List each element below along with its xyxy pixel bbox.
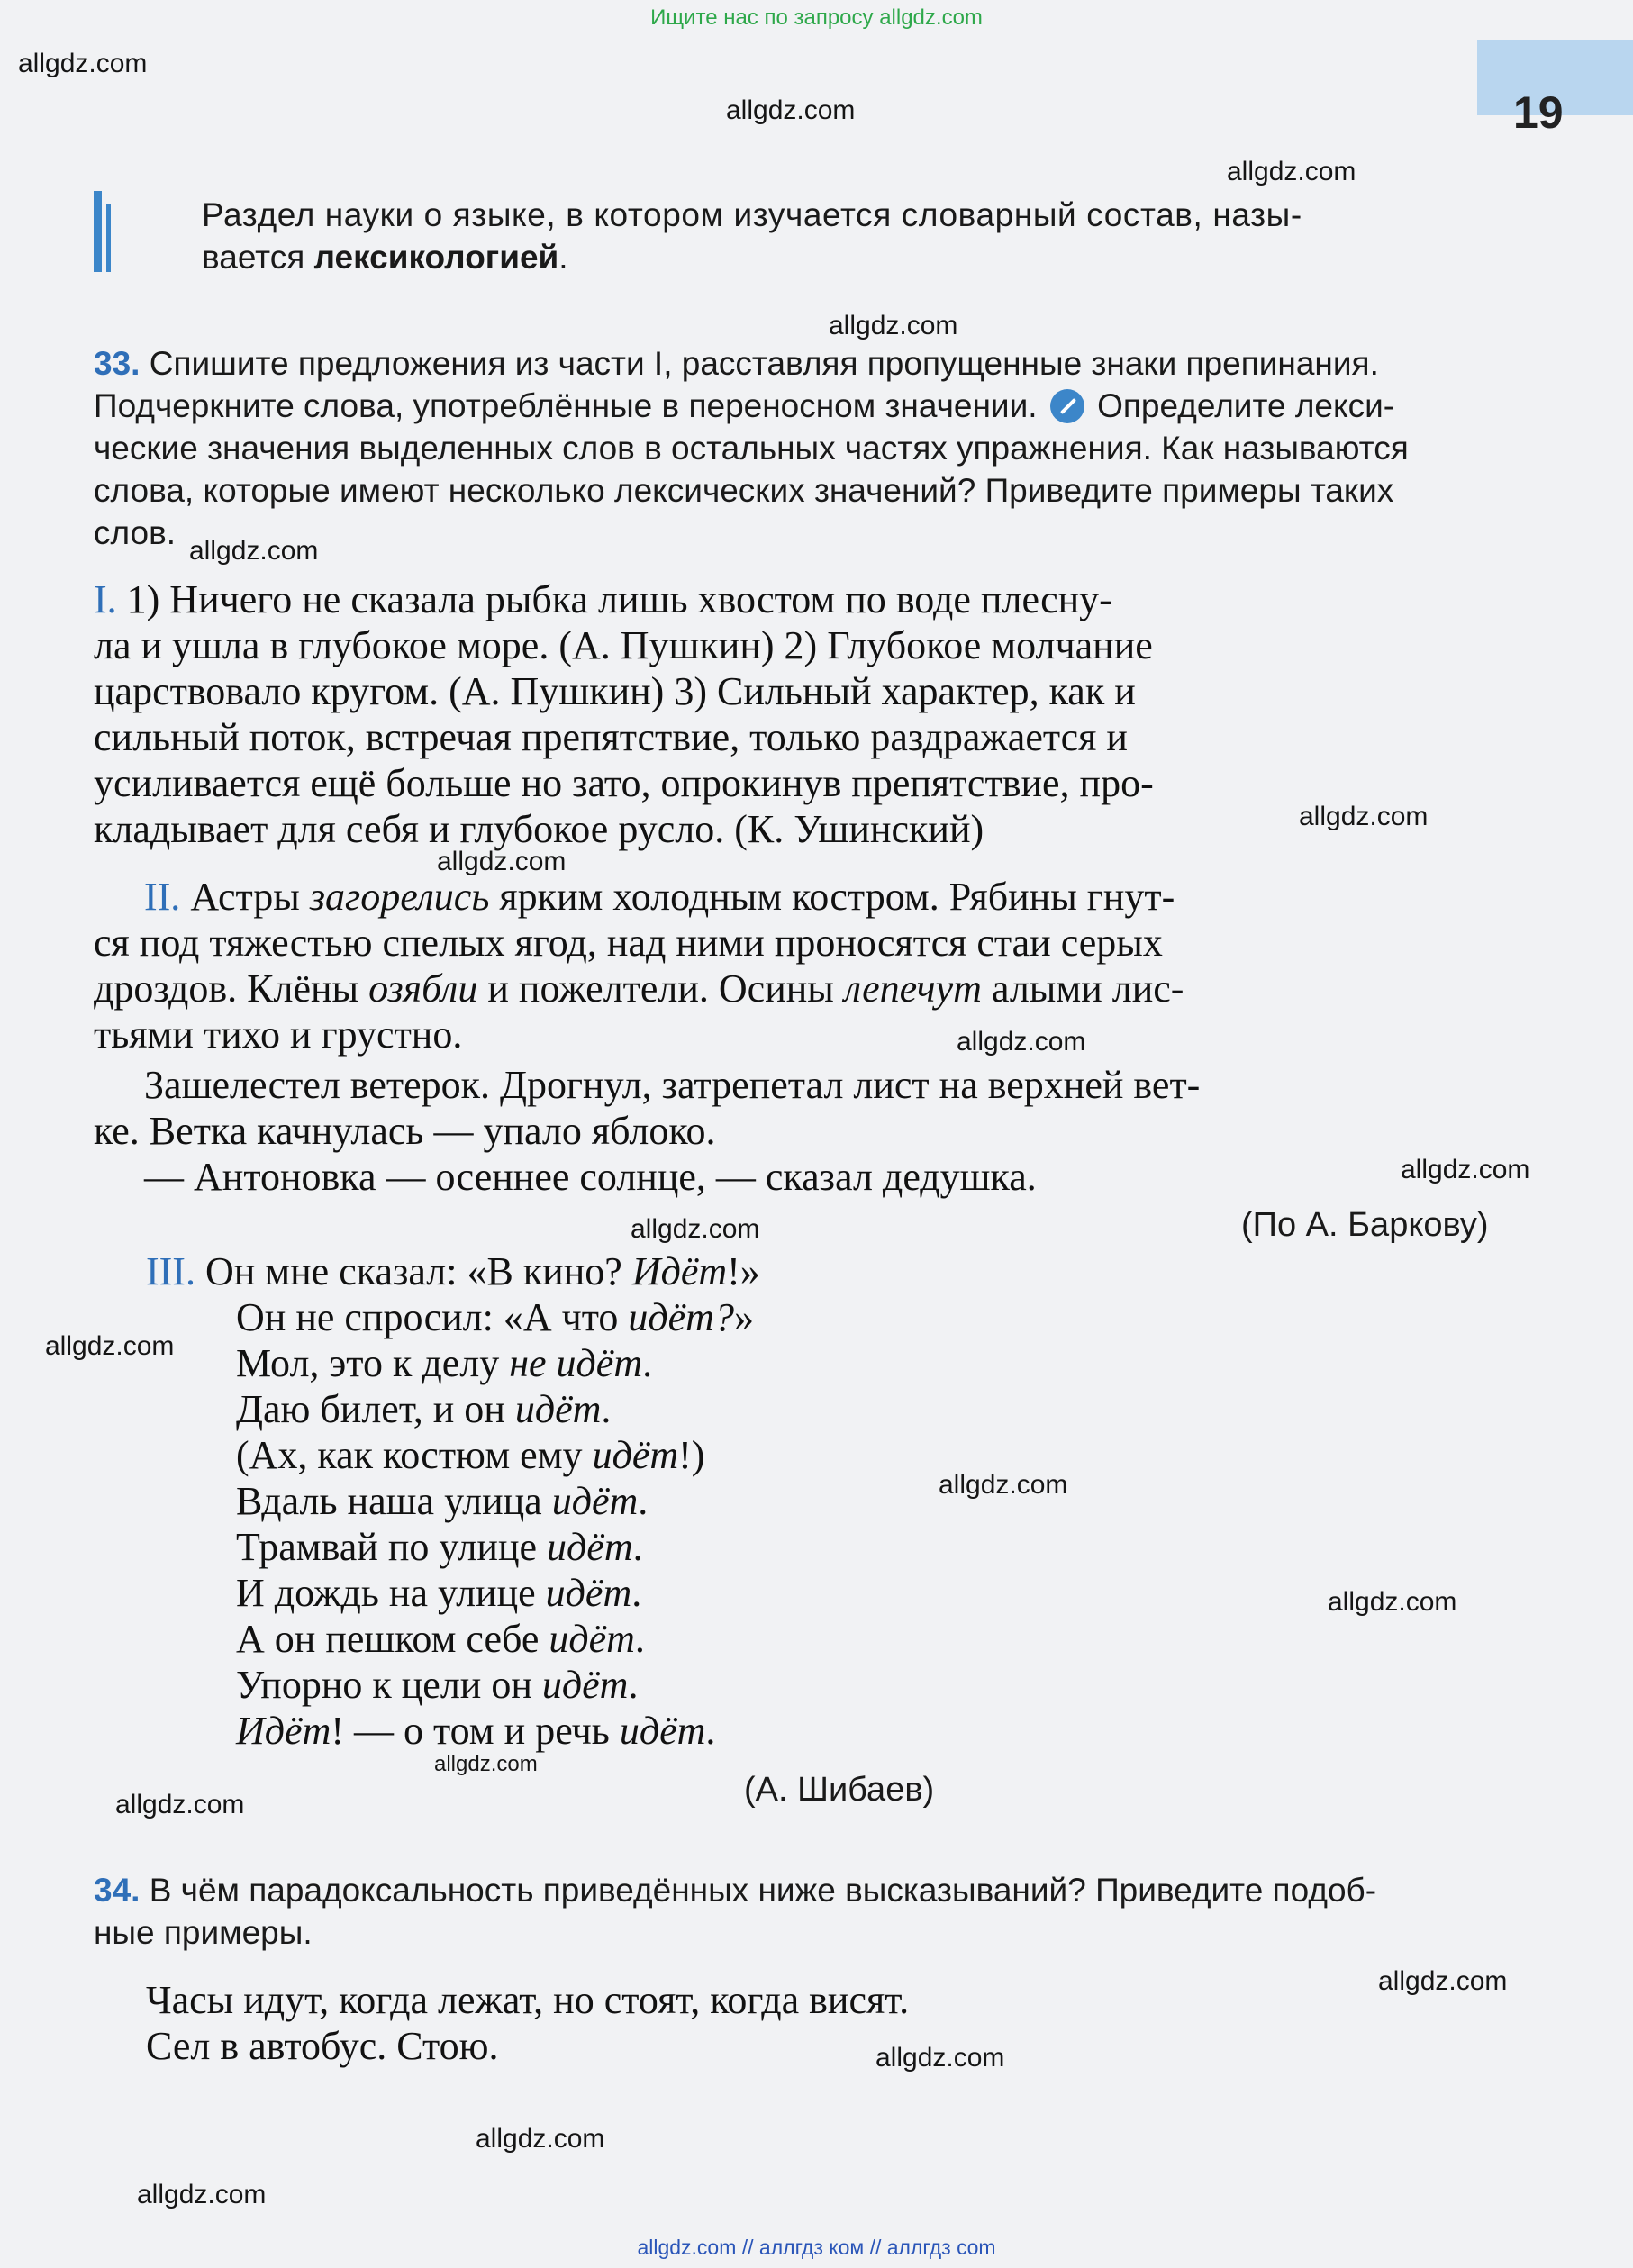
poem-line-3: Мол, это к делу не идёт. [236, 1341, 653, 1385]
part-1-label: I. [94, 577, 117, 621]
part2-line-1: II. Астры загорелись ярким холодным костром. Рябины гнут- [144, 875, 1175, 919]
ex33-line-4: слова, которые имеют несколько лексических значений? Приведите примеры таких [94, 472, 1394, 509]
rule-marker-bar-thin [106, 204, 111, 272]
watermark: allgdz.com [957, 1027, 1086, 1057]
page-number: 19 [1513, 87, 1564, 138]
bottom-banner: allgdz.com // аллгдз ком // аллгдз com [637, 2236, 996, 2259]
exercise-33-task [94, 342, 1521, 554]
watermark: allgdz.com [939, 1470, 1068, 1500]
part-3-label: III. [146, 1249, 195, 1293]
exercise-34-number: 34. [94, 1872, 141, 1909]
part-3-poem [146, 1248, 760, 1294]
watermark: allgdz.com [137, 2180, 267, 2209]
part1-line-5: усиливается ещё больше но зато, опрокинув препятствие, про- [94, 761, 1154, 805]
exercise-33-number: 33. [94, 345, 141, 382]
poem-line-2: Он не спросил: «А что идёт?» [236, 1295, 754, 1339]
watermark: allgdz.com [18, 49, 148, 78]
rule-line-1: Раздел науки о языке, в котором изучается словарный состав, назы- [202, 196, 1302, 233]
ex33-line-3: ческие значения выделенных слов в остальных частях упражнения. Как называются [94, 430, 1409, 467]
part2-line-7: — Антоновка — осеннее солнце, — сказал дедушка. [144, 1155, 1037, 1199]
rule-term: лексикологией [313, 239, 559, 276]
exercise-34-quotes [146, 1977, 909, 2069]
watermark: allgdz.com [434, 1752, 538, 1776]
rule-line-2: вается лексикологией. [202, 239, 568, 276]
part2-line-4: тьями тихо и грустно. [94, 1012, 463, 1057]
top-banner: Ищите нас по запросу allgdz.com [650, 5, 983, 30]
watermark: allgdz.com [45, 1331, 175, 1361]
poem-line-9: А он пешком себе идёт. [236, 1617, 645, 1661]
poem-line-7: Трамвай по улице идёт. [236, 1525, 643, 1569]
ex34-line-2: ные примеры. [94, 1914, 313, 1951]
rule-marker-bar [94, 191, 102, 272]
quote-2: Сел в автобус. Стою. [146, 2024, 499, 2068]
rule-text [202, 194, 1521, 278]
poem-line-6: Вдаль наша улица идёт. [236, 1479, 649, 1523]
watermark: allgdz.com [1227, 157, 1356, 186]
part-3-poem-body [236, 1294, 754, 1754]
poem-line-8: И дождь на улице идёт. [236, 1571, 642, 1615]
part1-line-4: сильный поток, встречая препятствие, только раздражается и [94, 715, 1128, 759]
watermark: allgdz.com [1299, 802, 1429, 831]
watermark: allgdz.com [1328, 1587, 1457, 1617]
poem-line-4: Даю билет, и он идёт. [236, 1387, 612, 1431]
watermark: allgdz.com [189, 536, 319, 566]
exercise-34-task [94, 1869, 1521, 1954]
part1-line-3: царствовало кругом. (А. Пушкин) 3) Сильный характер, как и [94, 669, 1136, 713]
part1-line-6: кладывает для себя и глубокое русло. (К. Ушинский) [94, 807, 984, 851]
watermark: allgdz.com [875, 2043, 1005, 2073]
part2-line-3: дроздов. Клёны озябли и пожелтели. Осины лепечут алыми лис- [94, 966, 1184, 1011]
ex33-line-2: Подчеркните слова, употреблённые в переносном значении. Определите лекси- [94, 387, 1395, 424]
part2-line-5: Зашелестел ветерок. Дрогнул, затрепетал лист на верхней вет- [144, 1063, 1201, 1107]
watermark: allgdz.com [1378, 1966, 1508, 1996]
ex34-line-1: 34. В чём парадоксальность приведённых ниже высказываний? Приведите подоб- [94, 1872, 1377, 1909]
ex33-line-1: 33. Спишите предложения из части I, расставляя пропущенные знаки препинания. [94, 345, 1379, 382]
watermark: allgdz.com [1401, 1155, 1530, 1184]
poem-line-11: Идёт! — о том и речь идёт. [236, 1709, 716, 1753]
poem-line-1: III. Он мне сказал: «В кино? Идёт!» [146, 1249, 760, 1293]
watermark: allgdz.com [726, 95, 856, 125]
part1-line-2: ла и ушла в глубокое море. (А. Пушкин) 2) Глубокое молчание [94, 623, 1153, 667]
watermark: allgdz.com [115, 1790, 245, 1819]
poem-line-10: Упорно к цели он идёт. [236, 1663, 639, 1707]
quote-1: Часы идут, когда лежат, но стоят, когда висят. [146, 1978, 910, 2022]
part-2-label: II. [144, 875, 181, 919]
part1-line-1: I. 1) Ничего не сказала рыбка лишь хвостом по воде плесну- [94, 577, 1112, 621]
watermark: allgdz.com [476, 2124, 605, 2154]
watermark: allgdz.com [631, 1214, 760, 1244]
watermark: allgdz.com [437, 847, 567, 876]
ex33-line-5: слов. [94, 514, 177, 551]
part-2-text [94, 874, 1521, 1200]
poem-line-5: (Ах, как костюм ему идёт!) [236, 1433, 705, 1477]
part-3-source: (А. Шибаев) [744, 1771, 935, 1809]
part2-line-6: ке. Ветка качнулась — упало яблоко. [94, 1109, 716, 1153]
pen-icon [1050, 389, 1084, 423]
part-2-source: (По А. Баркову) [1241, 1206, 1489, 1244]
part2-line-2: ся под тяжестью спелых ягод, над ними проносятся стаи серых [94, 921, 1163, 965]
watermark: allgdz.com [829, 311, 958, 340]
